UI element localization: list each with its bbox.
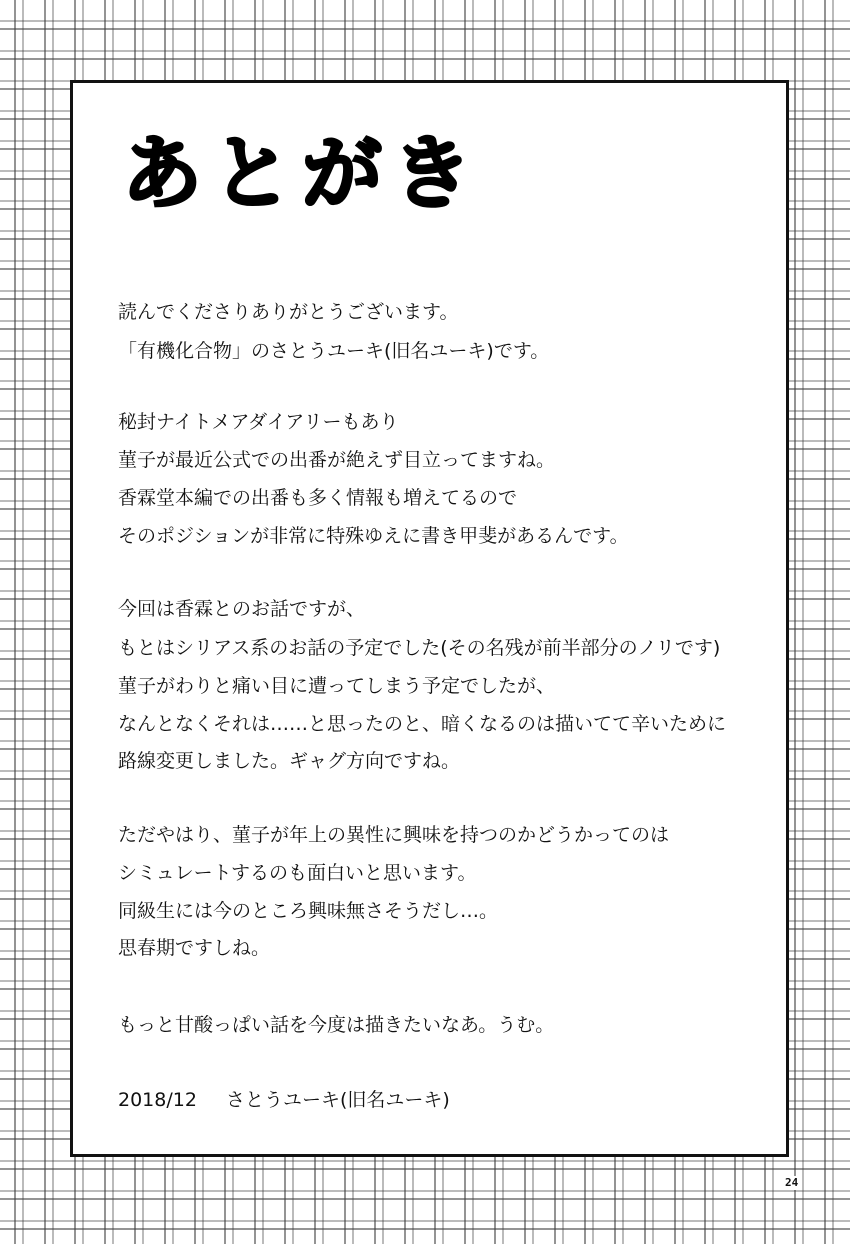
text-line: ただやはり、菫子が年上の異性に興味を持つのかどうかってのは: [118, 824, 670, 846]
text-line: 菫子がわりと痛い目に遭ってしまう予定でしたが、: [118, 675, 556, 697]
text-line: もっと甘酸っぱい話を今度は描きたいなあ。うむ。: [118, 1014, 555, 1036]
signature-date: 2018/12: [118, 1089, 197, 1111]
afterword-body: [118, 0, 758, 1244]
text-line: 香霖堂本編での出番も多く情報も増えてるので: [118, 487, 518, 509]
signature-author: さとうユーキ(旧名ユーキ): [226, 1089, 450, 1111]
text-line: シミュレートするのも面白いと思います。: [118, 862, 477, 884]
text-line: なんとなくそれは……と思ったのと、暗くなるのは描いてて辛いために: [118, 713, 727, 735]
text-line: 路線変更しました。ギャグ方向ですね。: [118, 750, 461, 772]
text-line: 「有機化合物」のさとうユーキ(旧名ユーキ)です。: [118, 340, 550, 362]
text-line: 菫子が最近公式での出番が絶えず目立ってますね。: [118, 449, 556, 471]
page-number: 24: [785, 1176, 799, 1189]
text-line: 秘封ナイトメアダイアリーもあり: [118, 411, 399, 433]
text-line: そのポジションが非常に特殊ゆえに書き甲斐があるんです。: [118, 525, 629, 547]
text-line: 読んでくださりありがとうございます。: [118, 301, 459, 323]
text-line: 同級生には今のところ興味無さそうだし…。: [118, 900, 499, 922]
page-title: あとがき: [122, 127, 482, 220]
text-line: 思春期ですしね。: [118, 937, 271, 959]
text-line: 今回は香霖とのお話ですが、: [118, 598, 366, 620]
signature: [118, 1086, 450, 1114]
text-line: もとはシリアス系のお話の予定でした(その名残が前半部分のノリです): [118, 637, 721, 659]
